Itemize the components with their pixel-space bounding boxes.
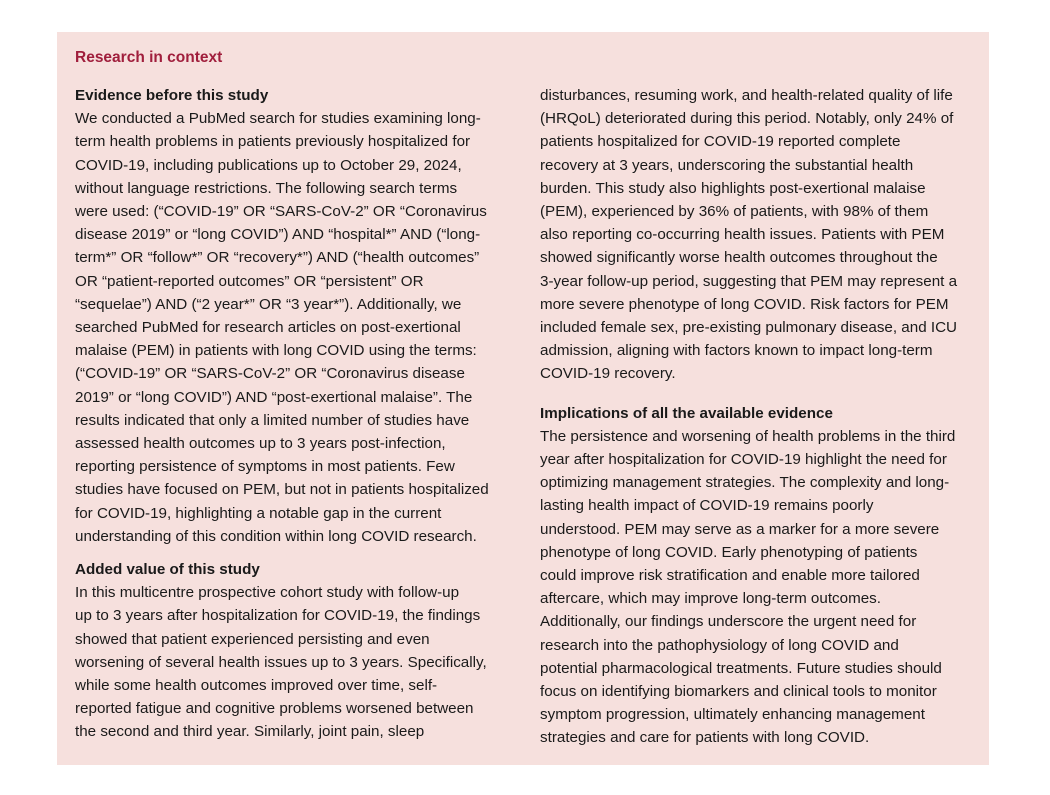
section-body-added-value bbox=[75, 581, 505, 743]
text-line: research into the pathophysiology of long COVID and bbox=[540, 636, 899, 654]
text-line: more severe phenotype of long COVID. Risk factors for PEM bbox=[540, 295, 949, 313]
text-line: optimizing management strategies. The complexity and long- bbox=[540, 474, 950, 492]
text-line: understood. PEM may serve as a marker for a more severe bbox=[540, 520, 940, 538]
panel-title: Research in context bbox=[75, 49, 223, 66]
text-line: burden. This study also highlights post-exertional malaise bbox=[540, 179, 926, 197]
text-line: admission, aligning with factors known to impact long-term bbox=[540, 342, 933, 360]
text-line: COVID-19, including publications up to October 29, 2024, bbox=[75, 156, 462, 174]
text-line: showed that patient experienced persisting and even bbox=[75, 630, 430, 648]
text-line: disease 2019” or “long COVID”) AND “hospital*” AND (“long- bbox=[75, 226, 481, 244]
section-implications bbox=[540, 402, 970, 750]
text-line: disturbances, resuming work, and health-related quality of life bbox=[540, 87, 953, 104]
text-line: lasting health impact of COVID-19 remains poorly bbox=[540, 497, 874, 515]
section-body-implications bbox=[540, 425, 970, 750]
text-line: assessed health outcomes up to 3 years post-infection, bbox=[75, 435, 446, 453]
text-line: reporting persistence of symptoms in most patients. Few bbox=[75, 458, 455, 476]
text-line: COVID-19 recovery. bbox=[540, 365, 676, 383]
text-line: for COVID-19, highlighting a notable gap in the current bbox=[75, 504, 442, 522]
section-body-evidence bbox=[75, 107, 505, 548]
section-added-value bbox=[75, 558, 505, 744]
text-line: patients hospitalized for COVID-19 reported complete bbox=[540, 133, 901, 151]
section-body-added-value-continued bbox=[540, 84, 970, 386]
text-line: were used: (“COVID-19” OR “SARS-CoV-2” OR “Coronavirus bbox=[75, 203, 487, 221]
text-line: results indicated that only a limited number of studies have bbox=[75, 411, 470, 429]
text-line: Additionally, our findings underscore the urgent need for bbox=[540, 613, 917, 631]
right-column bbox=[540, 84, 970, 750]
text-line: aftercare, which may improve long-term outcomes. bbox=[540, 590, 881, 608]
text-line: In this multicentre prospective cohort study with follow-up bbox=[75, 584, 460, 602]
text-line: malaise (PEM) in patients with long COVID using the terms: bbox=[75, 342, 477, 360]
text-line: the second and third year. Similarly, joint pain, sleep bbox=[75, 723, 425, 741]
text-line: phenotype of long COVID. Early phenotyping of patients bbox=[540, 543, 918, 561]
text-line: recovery at 3 years, underscoring the substantial health bbox=[540, 156, 914, 174]
text-line: We conducted a PubMed search for studies examining long- bbox=[75, 110, 481, 128]
section-evidence-before bbox=[75, 84, 505, 548]
section-heading-evidence: Evidence before this study bbox=[75, 87, 269, 104]
text-line: showed significantly worse health outcomes throughout the bbox=[540, 249, 938, 267]
text-line: “sequelae”) AND (“2 year*” OR “3 year*”). Additionally, we bbox=[75, 295, 462, 313]
text-line: term health problems in patients previously hospitalized for bbox=[75, 133, 471, 151]
text-line: studies have focused on PEM, but not in patients hospitalized bbox=[75, 481, 489, 499]
text-line: searched PubMed for research articles on post-exertional bbox=[75, 319, 461, 337]
text-line: included female sex, pre-existing pulmonary disease, and ICU bbox=[540, 319, 958, 337]
section-heading-added-value: Added value of this study bbox=[75, 561, 260, 579]
text-line: understanding of this condition within long COVID research. bbox=[75, 527, 477, 545]
research-in-context-panel bbox=[57, 32, 989, 765]
text-line: also reporting co-occurring health issues. Patients with PEM bbox=[540, 226, 945, 244]
text-line: 3-year follow-up period, suggesting that PEM may represent a bbox=[540, 272, 958, 290]
text-line: while some health outcomes improved over time, self- bbox=[75, 677, 438, 695]
text-line: year after hospitalization for COVID-19 highlight the need for bbox=[540, 451, 947, 469]
text-line: could improve risk stratification and enable more tailored bbox=[540, 567, 920, 585]
text-line: symptom progression, ultimately enhancing management bbox=[540, 706, 925, 724]
text-line: reported fatigue and cognitive problems worsened between bbox=[75, 700, 474, 718]
text-line: strategies and care for patients with long COVID. bbox=[540, 729, 870, 747]
text-line: 2019” or “long COVID”) AND “post-exertional malaise”. The bbox=[75, 388, 473, 406]
text-line: term*” OR “follow*” OR “recovery*”) AND (“health outcomes” bbox=[75, 249, 480, 267]
text-line: (PEM), experienced by 36% of patients, with 98% of them bbox=[540, 203, 929, 221]
text-line: (“COVID-19” OR “SARS-CoV-2” OR “Coronavirus disease bbox=[75, 365, 465, 383]
left-column bbox=[75, 84, 505, 744]
text-line: focus on identifying biomarkers and clinical tools to monitor bbox=[540, 683, 937, 701]
text-line: potential pharmacological treatments. Future studies should bbox=[540, 659, 942, 677]
text-line: The persistence and worsening of health problems in the third bbox=[540, 427, 956, 445]
text-line: up to 3 years after hospitalization for COVID-19, the findings bbox=[75, 607, 481, 625]
text-line: without language restrictions. The following search terms bbox=[75, 179, 458, 197]
section-added-value-continued bbox=[540, 84, 970, 386]
text-line: (HRQoL) deteriorated during this period. Notably, only 24% of bbox=[540, 110, 954, 128]
section-heading-implications: Implications of all the available evidence bbox=[540, 404, 833, 422]
text-line: worsening of several health issues up to 3 years. Specifically, bbox=[75, 653, 487, 671]
text-line: OR “patient-reported outcomes” OR “persistent” OR bbox=[75, 272, 424, 290]
